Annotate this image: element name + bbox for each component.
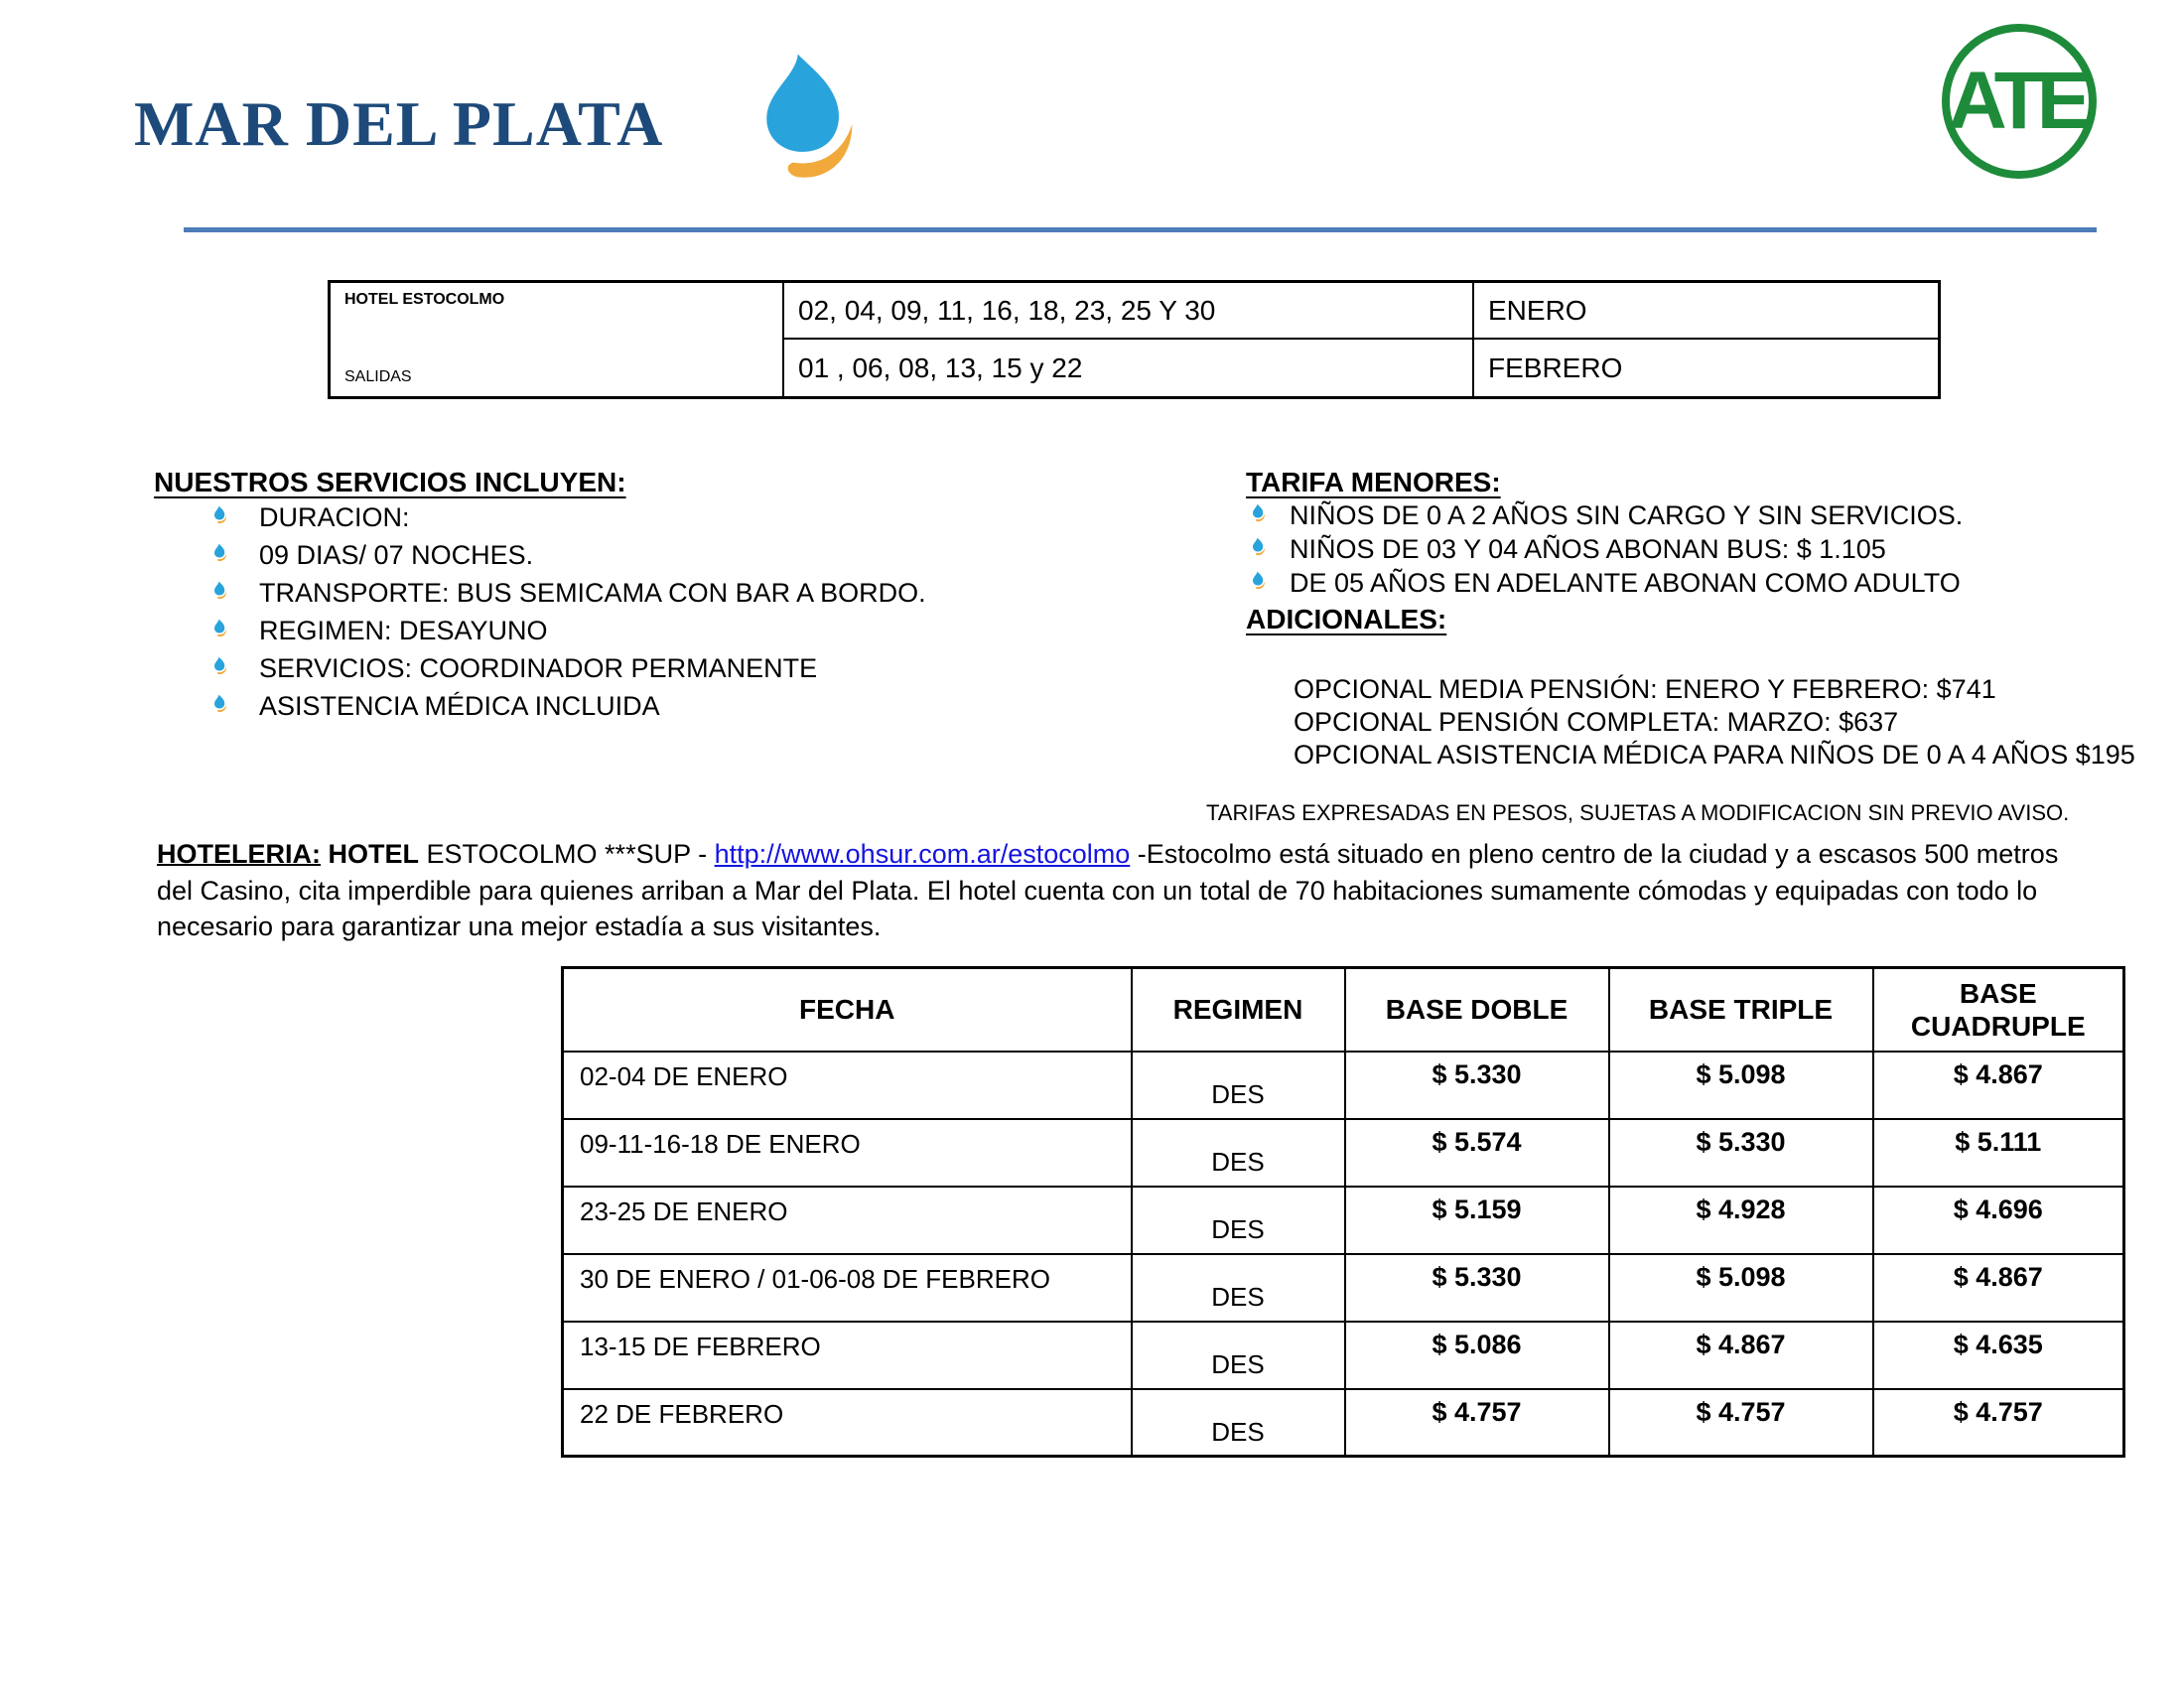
price-table-row	[563, 1389, 2124, 1457]
price-table-cell-regimen: DES	[1132, 1322, 1345, 1389]
price-table-row	[563, 1187, 2124, 1254]
salidas-table	[328, 280, 1941, 399]
water-drop-bullet-icon	[213, 619, 229, 638]
tarifa-heading: TARIFA MENORES:	[1246, 467, 1501, 497]
price-table-header-cell: BASE DOBLE	[1345, 968, 1609, 1052]
tarifa-list	[1246, 498, 2139, 600]
list-item-label: NIÑOS DE 03 Y 04 AÑOS ABONAN BUS: $ 1.105	[1290, 533, 1886, 564]
list-item	[154, 649, 1107, 687]
price-table-cell-base_cuadruple: $ 4.867	[1873, 1052, 2124, 1119]
price-table-cell-fecha: 02-04 DE ENERO	[563, 1052, 1132, 1119]
water-drop-bullet-icon	[213, 581, 229, 601]
list-item-label: OPCIONAL MEDIA PENSIÓN: ENERO Y FEBRERO: $741	[1294, 674, 1996, 704]
list-item-label: 09 DIAS/ 07 NOCHES.	[259, 539, 534, 570]
price-table-row	[563, 1322, 2124, 1389]
header-divider-rule	[184, 227, 2097, 232]
water-drop-bullet-icon	[213, 694, 229, 714]
list-item	[1246, 532, 2139, 566]
price-table-cell-fecha: 23-25 DE ENERO	[563, 1187, 1132, 1254]
page-title: MAR DEL PLATA	[134, 88, 664, 159]
price-table-cell-base_doble: $ 4.757	[1345, 1389, 1609, 1457]
list-item	[154, 687, 1107, 725]
price-table-cell-fecha: 30 DE ENERO / 01-06-08 DE FEBRERO	[563, 1254, 1132, 1322]
list-item-label: TRANSPORTE: BUS SEMICAMA CON BAR A BORDO.	[259, 577, 926, 608]
price-table-cell-base_triple: $ 4.928	[1609, 1187, 1873, 1254]
price-table-header-row	[563, 968, 2124, 1052]
price-table-cell-base_triple: $ 4.757	[1609, 1389, 1873, 1457]
list-item-label: ASISTENCIA MÉDICA INCLUIDA	[259, 690, 660, 721]
water-drop-icon	[757, 50, 875, 191]
price-table-cell-base_doble: $ 5.330	[1345, 1254, 1609, 1322]
tarifas-note: TARIFAS EXPRESADAS EN PESOS, SUJETAS A MODIFICACION SIN PREVIO AVISO.	[1206, 800, 2070, 825]
water-drop-bullet-icon	[213, 505, 229, 525]
price-table-cell-base_cuadruple: $ 4.757	[1873, 1389, 2124, 1457]
salidas-dates-enero: 02, 04, 09, 11, 16, 18, 23, 25 Y 30	[784, 283, 1474, 340]
list-item	[1246, 706, 2139, 739]
services-list	[154, 498, 1107, 725]
price-table-cell-fecha: 13-15 DE FEBRERO	[563, 1322, 1132, 1389]
price-table-cell-base_doble: $ 5.086	[1345, 1322, 1609, 1389]
price-table-cell-regimen: DES	[1132, 1052, 1345, 1119]
water-drop-bullet-icon	[213, 543, 229, 563]
salidas-label: SALIDAS	[344, 368, 412, 385]
list-item	[154, 612, 1107, 649]
water-drop-bullet-icon	[213, 656, 229, 676]
price-table-cell-base_cuadruple: $ 4.696	[1873, 1187, 2124, 1254]
price-table-cell-base_doble: $ 5.159	[1345, 1187, 1609, 1254]
list-item	[154, 498, 1107, 536]
price-table-cell-base_cuadruple: $ 5.111	[1873, 1119, 2124, 1187]
hoteleria-paragraph	[157, 836, 2101, 945]
services-section	[154, 467, 1107, 725]
list-item	[1246, 498, 2139, 532]
adicionales-heading: ADICIONALES:	[1246, 604, 1447, 634]
hotel-website-link[interactable]: http://www.ohsur.com.ar/estocolmo	[714, 839, 1131, 869]
ate-logo-text: ATE	[1948, 56, 2085, 146]
price-table-cell-regimen: DES	[1132, 1389, 1345, 1457]
hoteleria-prelink-text: ESTOCOLMO ***SUP -	[419, 839, 715, 869]
ate-circle-logo	[1942, 24, 2097, 179]
price-table-cell-fecha: 09-11-16-18 DE ENERO	[563, 1119, 1132, 1187]
salidas-hotel-cell	[331, 283, 784, 396]
list-item-label: OPCIONAL ASISTENCIA MÉDICA PARA NIÑOS DE 0 A 4 AÑOS $195	[1294, 740, 2135, 770]
hoteleria-hotel-bold: HOTEL	[328, 839, 420, 869]
price-table-cell-base_cuadruple: $ 4.635	[1873, 1322, 2124, 1389]
price-table-cell-base_triple: $ 5.098	[1609, 1254, 1873, 1322]
list-item	[1246, 673, 2139, 706]
price-table-cell-base_triple: $ 4.867	[1609, 1322, 1873, 1389]
price-table-cell-base_triple: $ 5.098	[1609, 1052, 1873, 1119]
salidas-dates-febrero: 01 , 06, 08, 13, 15 y 22	[784, 340, 1474, 396]
salidas-month-enero: ENERO	[1474, 283, 1938, 340]
water-drop-bullet-icon	[1252, 503, 1268, 523]
price-table-cell-base_doble: $ 5.330	[1345, 1052, 1609, 1119]
list-item-label: SERVICIOS: COORDINADOR PERMANENTE	[259, 652, 818, 683]
price-table-body	[563, 1052, 2124, 1457]
price-table-cell-regimen: DES	[1132, 1119, 1345, 1187]
price-table-cell-regimen: DES	[1132, 1254, 1345, 1322]
price-table-cell-base_triple: $ 5.330	[1609, 1119, 1873, 1187]
hoteleria-label: HOTELERIA:	[157, 839, 321, 869]
services-heading: NUESTROS SERVICIOS INCLUYEN:	[154, 467, 626, 497]
price-table-header-cell: BASE CUADRUPLE	[1873, 968, 2124, 1052]
adicionales-list	[1246, 673, 2139, 772]
list-item	[1246, 739, 2139, 772]
water-drop-bullet-icon	[1252, 571, 1268, 591]
hoteleria-postlink-text: -Estocolmo está situado en pleno centro de la ciudad y a escasos 500 metros del Casino, cita imperdible para quienes arriban a Mar del Plata. El hotel cuenta con un total de 70 habitaciones sumamente cómodas y equipadas con todo lo necesario para garantizar una mejor estadía a sus visitantes.	[157, 839, 2059, 941]
list-item-label: NIÑOS DE 0 A 2 AÑOS SIN CARGO Y SIN SERVICIOS.	[1290, 499, 1964, 530]
hotel-name-label: HOTEL ESTOCOLMO	[344, 291, 505, 308]
price-table-cell-base_cuadruple: $ 4.867	[1873, 1254, 2124, 1322]
price-table-cell-regimen: DES	[1132, 1187, 1345, 1254]
price-table-header-cell: FECHA	[563, 968, 1132, 1052]
water-drop-bullet-icon	[1252, 537, 1268, 557]
price-table-row	[563, 1119, 2124, 1187]
list-item-label: REGIMEN: DESAYUNO	[259, 615, 548, 645]
list-item	[1246, 566, 2139, 600]
list-item-label: DE 05 AÑOS EN ADELANTE ABONAN COMO ADULTO	[1290, 567, 1961, 598]
list-item-label: DURACION:	[259, 501, 410, 532]
price-table-row	[563, 1254, 2124, 1322]
list-item	[154, 574, 1107, 612]
price-table	[561, 966, 2125, 1458]
list-item	[154, 536, 1107, 574]
price-table-row	[563, 1052, 2124, 1119]
tarifa-menores-section	[1246, 467, 2139, 772]
list-item-label: OPCIONAL PENSIÓN COMPLETA: MARZO: $637	[1294, 707, 1899, 737]
price-table-header-cell: REGIMEN	[1132, 968, 1345, 1052]
price-table-cell-base_doble: $ 5.574	[1345, 1119, 1609, 1187]
price-table-header-cell: BASE TRIPLE	[1609, 968, 1873, 1052]
salidas-month-febrero: FEBRERO	[1488, 352, 1623, 383]
price-table-cell-fecha: 22 DE FEBRERO	[563, 1389, 1132, 1457]
